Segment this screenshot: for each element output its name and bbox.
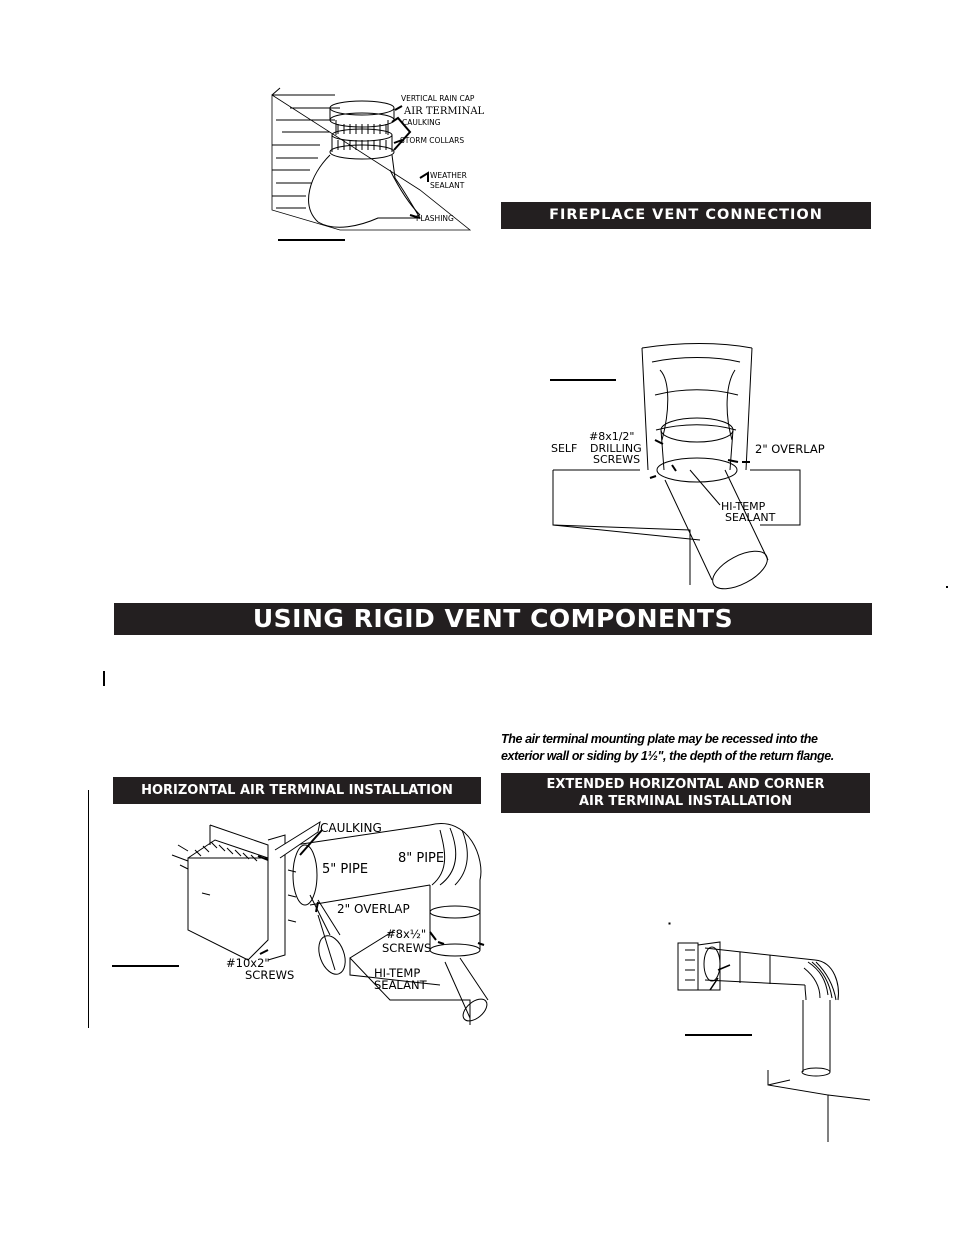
svg-text:SEALANT: SEALANT bbox=[725, 511, 776, 524]
svg-text:HI-TEMP: HI-TEMP bbox=[721, 500, 766, 513]
svg-text:SCREWS: SCREWS bbox=[382, 941, 432, 955]
svg-text:#8x1/2": #8x1/2" bbox=[589, 430, 635, 443]
svg-text:SELF: SELF bbox=[551, 442, 578, 455]
extended-header-line-2: AIR TERMINAL INSTALLATION bbox=[579, 794, 792, 809]
svg-text:SEALANT: SEALANT bbox=[374, 978, 427, 992]
extended-header-line-1: EXTENDED HORIZONTAL AND CORNER bbox=[546, 777, 825, 792]
svg-text:SCREWS: SCREWS bbox=[593, 453, 641, 466]
svg-text:2" OVERLAP: 2" OVERLAP bbox=[755, 442, 825, 456]
fireplace-vent-connection-header: FIREPLACE VENT CONNECTION bbox=[501, 202, 871, 229]
svg-text:HI-TEMP: HI-TEMP bbox=[374, 966, 421, 980]
svg-text:VERTICAL RAIN CAP: VERTICAL RAIN CAP bbox=[401, 94, 475, 103]
svg-text:CAULKING: CAULKING bbox=[402, 118, 441, 127]
svg-text:SCREWS: SCREWS bbox=[245, 968, 295, 982]
svg-text:FLASHING: FLASHING bbox=[416, 214, 454, 223]
recess-note-line-2: exterior wall or siding by 1½", the depth of the return flange. bbox=[501, 749, 834, 763]
svg-text:WEATHER: WEATHER bbox=[430, 171, 467, 180]
horizontal-air-terminal-installation-header: HORIZONTAL AIR TERMINAL INSTALLATION bbox=[113, 777, 481, 804]
svg-text:2" OVERLAP: 2" OVERLAP bbox=[337, 902, 410, 916]
using-rigid-vent-components-header: USING RIGID VENT COMPONENTS bbox=[114, 603, 872, 635]
svg-text:5" PIPE: 5" PIPE bbox=[322, 862, 369, 877]
svg-text:#10x2": #10x2" bbox=[226, 956, 270, 970]
svg-text:8" PIPE: 8" PIPE bbox=[398, 851, 445, 866]
svg-text:CAULKING: CAULKING bbox=[320, 821, 382, 835]
svg-text:#8x½": #8x½" bbox=[386, 927, 427, 941]
svg-text:STORM COLLARS: STORM COLLARS bbox=[400, 136, 465, 145]
svg-text:DRILLING: DRILLING bbox=[590, 442, 642, 455]
svg-text:SEALANT: SEALANT bbox=[430, 181, 465, 190]
svg-text:AIR TERMINAL: AIR TERMINAL bbox=[404, 106, 485, 117]
recess-note-line-1: The air terminal mounting plate may be recessed into the bbox=[501, 732, 818, 746]
